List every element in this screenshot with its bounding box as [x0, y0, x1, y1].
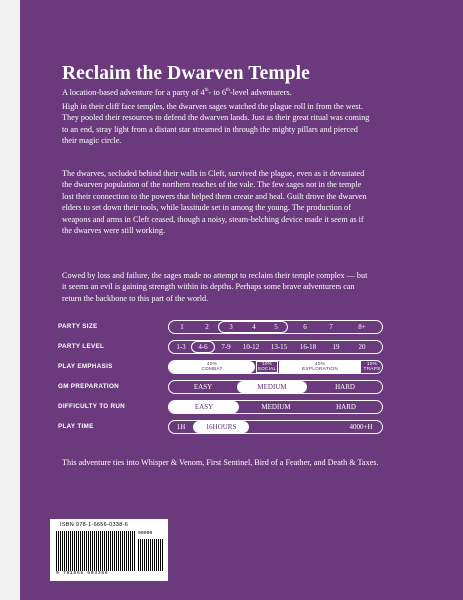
party-size-option: 6 — [303, 323, 307, 331]
isbn-barcode — [50, 519, 168, 581]
emphasis-exploration: 40% EXPLORATION — [279, 361, 361, 373]
hook-paragraph: Cowed by loss and failure, the sages made no attempt to reclaim their temple complex — but it seems an evil is gaining strength within its depths. Perhaps some brave adventurers can return the backbone to this part of the world. — [62, 271, 368, 303]
party-size-track — [168, 320, 383, 334]
emphasis-traps: 10% TRAPS — [363, 362, 381, 372]
party-level-selected: 4-6 — [191, 341, 215, 353]
party-size-option: 4 — [252, 323, 256, 331]
party-size-option: 1 — [180, 323, 184, 331]
party-level-option: 13-15 — [270, 343, 288, 351]
difficulty-track — [168, 400, 383, 414]
play-emphasis-row — [58, 360, 388, 378]
ties-into-text: This adventure ties into Whisper & Venom, First Sentinel, Bird of a Feather, and Death & Taxes. — [62, 458, 379, 467]
gm-prep-selected: MEDIUM — [237, 381, 307, 393]
party-level-option: 1-3 — [176, 343, 186, 351]
gm-preparation-track — [168, 380, 383, 394]
party-level-track — [168, 340, 383, 354]
party-size-option: 2 — [205, 323, 209, 331]
difficulty-option: HARD — [336, 403, 356, 411]
gm-prep-option: EASY — [193, 383, 213, 391]
emphasis-social: 10% SOCIAL — [257, 362, 277, 372]
gm-preparation-label: GM PREPARATION — [58, 383, 119, 390]
party-level-row — [58, 340, 388, 358]
party-level-option: 20 — [358, 343, 366, 351]
play-emphasis-label: PLAY EMPHASIS — [58, 363, 113, 370]
difficulty-option: MEDIUM — [261, 403, 291, 411]
intro-paragraph: High in their cliff face temples, the dwarven sages watched the plague roll in from the west. They pooled their resources to defend the dwarven lands. Just as their great ritual was coming to an end, stray light from a distant star streamed in through the mighty pillars and pierced their magic circle. — [62, 102, 370, 146]
barcode-addon: 90000 — [138, 531, 153, 536]
play-time-track — [168, 420, 383, 434]
party-level-option: 7-9 — [221, 343, 231, 351]
play-time-row — [58, 420, 388, 438]
party-size-option: 3 — [229, 323, 233, 331]
page-margin — [0, 0, 20, 600]
party-level-option: 10-12 — [242, 343, 260, 351]
gm-prep-option: HARD — [335, 383, 355, 391]
barcode-bars-icon — [56, 531, 136, 571]
party-size-option: 7 — [329, 323, 333, 331]
addon-barcode-icon — [138, 539, 164, 571]
party-size-label: PARTY SIZE — [58, 323, 98, 330]
difficulty-row — [58, 400, 388, 418]
isbn-number: ISBN 978-1-6656-0338-6 — [60, 522, 129, 528]
party-size-option: 8+ — [358, 323, 366, 331]
back-cover — [20, 0, 463, 600]
play-emphasis-track — [168, 360, 383, 374]
party-level-option: 16-18 — [299, 343, 317, 351]
tagline: A location-based adventure for a party of 4th- to 6th-level adventurers. — [62, 88, 292, 97]
party-level-label: PARTY LEVEL — [58, 343, 105, 350]
emphasis-combat: 40% COMBAT — [169, 361, 255, 373]
party-size-option: 5 — [274, 323, 278, 331]
play-time-max: 4000+H — [349, 423, 373, 431]
play-time-min: 1H — [176, 423, 186, 431]
gm-preparation-row — [58, 380, 388, 398]
party-level-option: 19 — [332, 343, 340, 351]
play-time-label: PLAY TIME — [58, 423, 94, 430]
party-size-row — [58, 320, 388, 338]
difficulty-selected: EASY — [169, 401, 239, 413]
story-paragraph: The dwarves, secluded behind their walls in Cleft, survived the plague, even as it devastated the dwarven population of the northern reaches of the vale. The few sages not in the temple lost their connection to the powers that helped them create and heal. Guilt drove the dwarven elders to set down their tools, while lassitude set in among the young. The production of weapons and arms in Cleft ceased, though a noisy, steam-belching device made it seem as if the dwarves were still working. — [62, 169, 367, 236]
barcode-digits: 9 781665 603386 — [56, 571, 109, 576]
difficulty-label: DIFFICULTY TO RUN — [58, 403, 126, 410]
page-title: Reclaim the Dwarven Temple — [62, 63, 310, 84]
play-time-value: 16HOURS — [193, 421, 249, 433]
